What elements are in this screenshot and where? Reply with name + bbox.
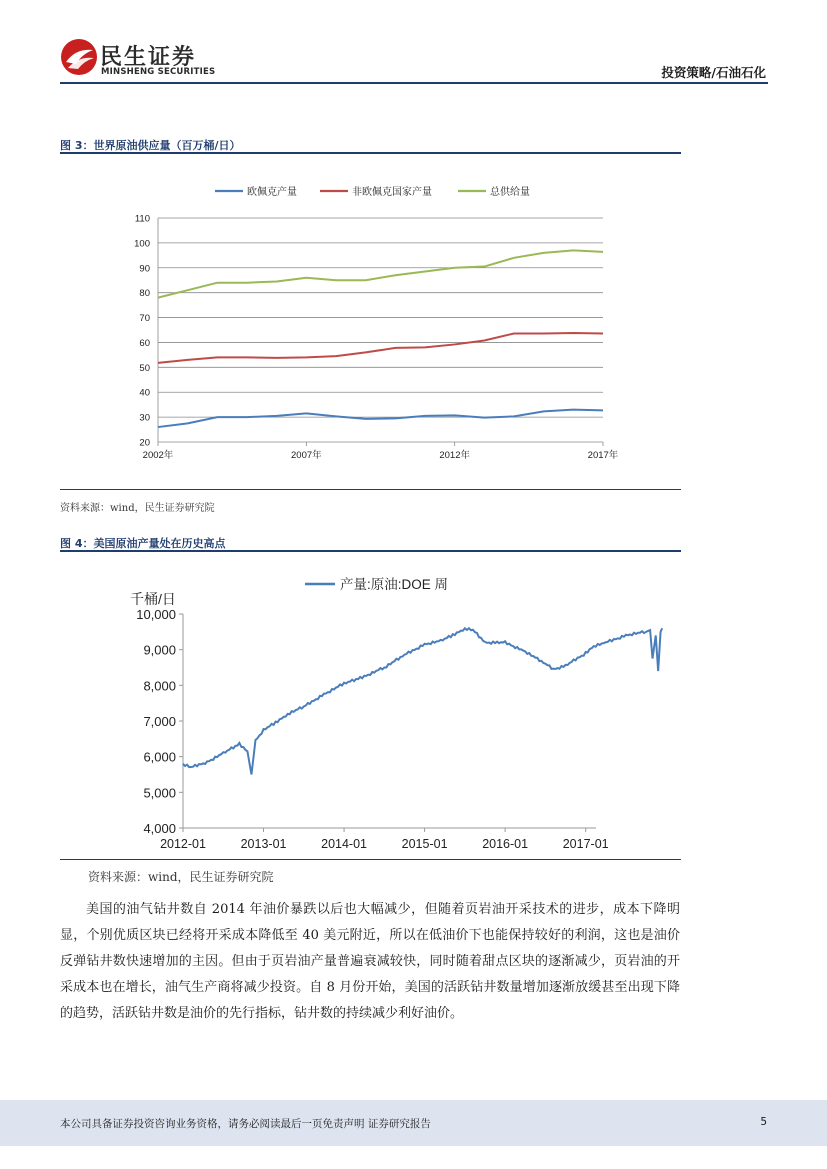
y-tick-label: 20 — [139, 437, 150, 449]
figure3-top-rule — [60, 152, 681, 154]
analysis-paragraph: 美国的油气钻井数自 2014 年油价暴跌以后也大幅减少，但随着页岩油开采技术的进步，成本下降明显，个别优质区块已经将开采成本降低至 40 美元附近，所以在低油价下也能保持较好的利润，这也是油价反弹钻井数快速增加的主因。但由于页岩油产量普遍衰减较快，同时随着甜点区块的逐渐减少，页岩油的开采成本也在增长，油气生产商将减少投资。自 8 月份开始，美国的活跃钻井数量增加逐渐放缓甚至出现下降的趋势，活跃钻井数是油价的先行指标，钻井数的持续减少利好油价。 — [60, 902, 680, 1021]
series-line-3 — [158, 250, 603, 297]
y-tick-label: 5,000 — [143, 785, 176, 801]
figure4-bottom-rule — [60, 859, 681, 860]
figure4-title: 图 4：美国原油产量处在历史高点 — [60, 537, 226, 550]
series-line-production — [183, 628, 662, 774]
chart1-x-ticks — [143, 442, 619, 461]
figure3-source: 资料来源：wind，民生证券研究院 — [60, 503, 215, 514]
legend-label: 欧佩克产量 — [247, 187, 297, 198]
legend-label: 产量:原油:DOE 周 — [340, 577, 449, 592]
chart2-legend — [305, 576, 448, 592]
x-tick-label: 2012-01 — [160, 837, 206, 851]
y-tick-label: 30 — [139, 412, 150, 424]
report-category: 投资策略/石油石化 — [661, 65, 766, 80]
y-tick-label: 40 — [139, 387, 150, 399]
y-axis-unit-label: 千桶/日 — [130, 591, 176, 607]
x-tick-label: 2012年 — [439, 450, 470, 461]
y-tick-label: 4,000 — [143, 821, 176, 836]
chart2-axes — [130, 591, 596, 828]
x-tick-label: 2015-01 — [401, 837, 448, 851]
x-tick-label: 2016-01 — [482, 837, 529, 851]
y-tick-label: 7,000 — [143, 714, 176, 729]
chart1-gridlines — [158, 218, 603, 442]
figure4-top-rule — [60, 550, 681, 552]
y-tick-label: 50 — [139, 362, 150, 374]
y-tick-label: 60 — [139, 337, 150, 349]
footer-disclaimer: 本公司具备证券投资咨询业务资格，请务必阅读最后一页免责声明 证券研究报告 — [60, 1118, 431, 1130]
chart1-y-ticks — [134, 214, 150, 449]
x-tick-label: 2017-01 — [562, 837, 609, 851]
y-tick-label: 70 — [139, 313, 150, 325]
minsheng-logo-icon — [60, 38, 98, 76]
world-oil-supply-chart — [60, 160, 681, 480]
page-number: 5 — [760, 1116, 767, 1128]
legend-label: 非欧佩克国家产量 — [352, 187, 432, 198]
logo-text-cn: 民生证券 — [100, 45, 197, 70]
us-crude-production-chart — [60, 560, 681, 860]
header-divider — [60, 82, 768, 84]
x-tick-label: 2007年 — [291, 450, 322, 461]
y-tick-label: 8,000 — [143, 678, 176, 694]
x-tick-label: 2017年 — [587, 450, 619, 461]
figure3-bottom-rule — [60, 489, 681, 490]
chart2-x-ticks — [160, 828, 609, 851]
y-tick-label: 90 — [139, 263, 150, 275]
y-tick-label: 6,000 — [143, 749, 176, 765]
y-tick-label: 9,000 — [143, 642, 176, 658]
y-tick-label: 10,000 — [136, 607, 176, 622]
logo-text-en: MINSHENG SECURITIES — [101, 67, 216, 77]
y-tick-label: 110 — [134, 213, 150, 225]
chart1-series — [158, 250, 603, 427]
x-tick-label: 2014-01 — [321, 837, 368, 851]
figure3-title: 图 3：世界原油供应量（百万桶/日） — [60, 139, 241, 152]
y-tick-label: 100 — [134, 238, 150, 250]
x-tick-label: 2013-01 — [240, 837, 287, 851]
chart2-series — [183, 628, 662, 774]
series-line-2 — [158, 333, 603, 363]
legend-label: 总供给量 — [490, 187, 530, 198]
chart1-legend — [215, 185, 530, 198]
x-tick-label: 2002年 — [142, 450, 174, 461]
series-line-1 — [158, 410, 603, 427]
figure4-source: 资料来源：wind，民生证券研究院 — [88, 870, 274, 884]
y-tick-label: 80 — [139, 288, 150, 300]
chart2-y-ticks — [136, 607, 183, 836]
